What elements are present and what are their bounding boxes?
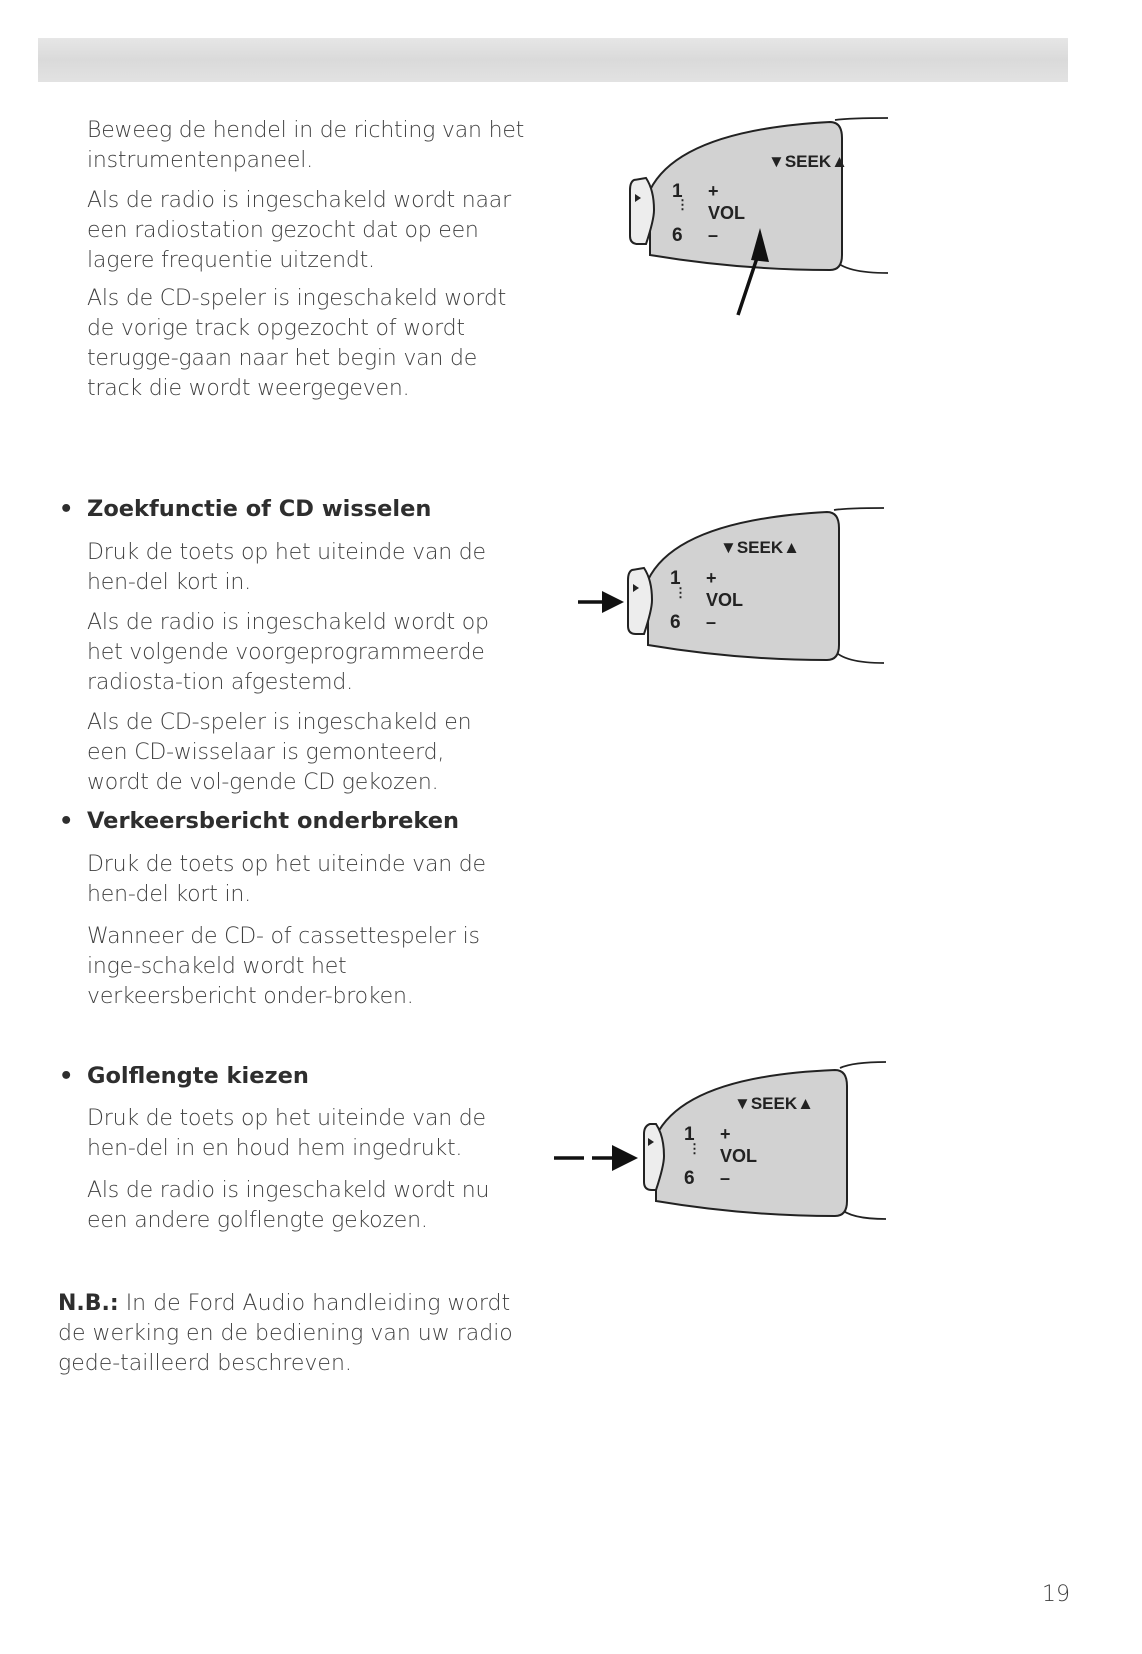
stalk-figure-long-press (550, 1056, 895, 1231)
bullet: • (59, 1063, 74, 1089)
svg-text:1: 1 (670, 568, 681, 589)
svg-text:6: 6 (684, 1168, 695, 1189)
page-number: 19 (1042, 1582, 1070, 1607)
preset-start: 1 (672, 181, 683, 202)
arrow-right-long-icon (554, 1145, 638, 1171)
svg-text:+: + (706, 568, 717, 588)
svg-text:VOL: VOL (720, 1146, 758, 1166)
note (58, 1289, 518, 1379)
svg-text:VOL: VOL (706, 590, 744, 610)
paragraph: Beweeg de hendel in de richting van het instrumentenpaneel. (87, 118, 525, 173)
section-heading: • Golflengte kiezen (59, 1063, 309, 1089)
svg-text:⋮: ⋮ (674, 585, 687, 600)
svg-text:–: – (706, 612, 717, 632)
svg-text:+: + (720, 1124, 731, 1144)
paragraph: Als de radio is ingeschakeld wordt nu een andere golflengte gekozen. (87, 1178, 490, 1233)
bullet: • (59, 496, 74, 522)
vol-label: VOL (708, 203, 746, 223)
vol-plus: + (708, 181, 719, 201)
section-heading: • Verkeersbericht onderbreken (59, 808, 460, 834)
svg-text:–: – (720, 1168, 731, 1188)
paragraph: Als de CD-speler is ingeschakeld wordt de vorige track opgezocht of wordt terugge-gaan naar het begin van de track die wordt weergegeven. (87, 286, 507, 401)
header-bar (38, 38, 1068, 82)
svg-text:6: 6 (670, 612, 681, 633)
svg-text:▼SEEK▲: ▼SEEK▲ (734, 1094, 814, 1113)
section-heading: • Zoekfunctie of CD wisselen (59, 496, 432, 522)
paragraph: Als de CD-speler is ingeschakeld en een CD-wisselaar is gemonteerd, wordt de vol-gende CD gekozen. (87, 710, 472, 795)
vol-minus: – (708, 225, 719, 245)
paragraph: Druk de toets op het uiteinde van de hen-del kort in. (87, 540, 486, 595)
svg-text:1: 1 (684, 1124, 695, 1145)
paragraph: Als de radio is ingeschakeld wordt op het volgende voorgeprogrammeerde radiosta-tion afgestemd. (87, 610, 489, 695)
svg-text:⋮: ⋮ (688, 1141, 701, 1156)
preset-end: 6 (672, 225, 683, 246)
svg-text:▼SEEK▲: ▼SEEK▲ (720, 538, 800, 557)
note-text: In de Ford Audio handleiding wordt de werking en de bediening van uw radio gede-tailleerd beschreven. (58, 1291, 513, 1376)
stalk-figure-seek (620, 110, 900, 320)
paragraph: Als de radio is ingeschakeld wordt naar een radiostation gezocht dat op een lagere frequentie uitzendt. (87, 188, 511, 273)
seek-label: ▼SEEK▲ (768, 152, 848, 171)
svg-text:⋮: ⋮ (676, 197, 689, 212)
paragraph: Wanneer de CD- of cassettespeler is inge-schakeld wordt het verkeersbericht onder-broken. (87, 924, 480, 1009)
stalk-figure-short-press (572, 500, 892, 670)
paragraph: Druk de toets op het uiteinde van de hen-del kort in. (87, 852, 486, 907)
arrow-right-icon (578, 591, 624, 613)
note-label: N.B.: (58, 1291, 119, 1316)
paragraph: Druk de toets op het uiteinde van de hen-del in en houd hem ingedrukt. (87, 1106, 486, 1161)
bullet: • (59, 808, 74, 834)
